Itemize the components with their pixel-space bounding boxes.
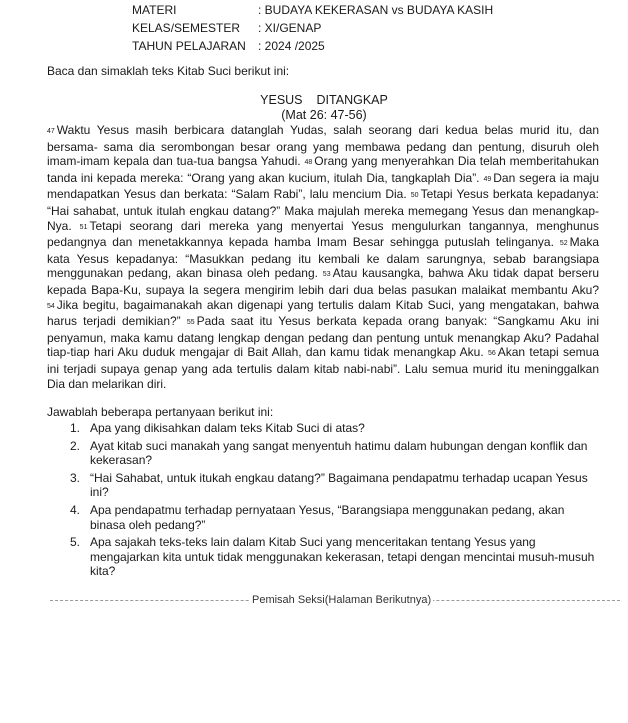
question-text: “Hai Sahabat, untuk itukah engkau datang?” Bagaimana pendapatmu terhadap ucapan Yesus ini? xyxy=(90,470,588,500)
question-text: Apa yang dikisahkan dalam teks Kitab Suci di atas? xyxy=(90,421,365,435)
verse-number: 47 xyxy=(47,128,55,135)
header-value: : XI/GENAP xyxy=(258,21,322,35)
intro-text: Baca dan simaklah teks Kitab Suci berikut ini: xyxy=(47,64,290,78)
title-word-1: YESUS xyxy=(260,93,303,107)
question-item xyxy=(70,470,600,500)
verse-number: 48 xyxy=(304,159,313,167)
question-text: Ayat kitab suci manakah yang sangat menyentuh hatimu dalam hubungan dengan konflik dan kekerasan? xyxy=(90,438,588,468)
verse-text: Tetapi seorang dari mereka yang menyertai Yesus mengulurkan tangannya, menghunus pedangnya dan menetakkannya kepada hamba Imam Besar sehingga putuslah telinganya. xyxy=(47,218,599,250)
title-word-2: DITANGKAP xyxy=(316,93,388,107)
question-item xyxy=(70,438,600,468)
verse-text: Tetapi Yesus berkata kepadanya: “Hai sahabat, untuk itulah engkau datang?” Maka majulah mereka memegang Yesus dan menangkap-Nya. xyxy=(47,187,599,233)
question-number: 1. xyxy=(70,421,81,435)
verse-number: 54 xyxy=(47,302,55,310)
header-label: KELAS/SEMESTER xyxy=(132,21,241,35)
question-number: 2. xyxy=(70,438,81,453)
questions-heading: Jawablah beberapa pertanyaan berikut ini: xyxy=(47,405,274,419)
verse-text: Akan tetapi semua ini terjadi supaya genap yang ada tertulis dalam kitab nabi-nabi”. Lalu semua murid itu meninggalkan Dia dan melarikan diri. xyxy=(47,345,599,391)
verse-number: 53 xyxy=(322,271,331,279)
verse-number: 51 xyxy=(79,223,88,231)
question-number: 5. xyxy=(70,535,81,550)
header-row-materi xyxy=(132,1,493,19)
header-label: MATERI xyxy=(132,3,177,17)
verse-text: Pada saat itu Yesus berkata kepada orang banyak: “Sangkamu Aku ini penyamun, maka kamu datang lengkap dengan pedang dan pentung untuk menangkap Aku? Padahal tiap-tiap hari Aku duduk mengajar di Bait Allah, dan kamu tidak menangkap Aku. xyxy=(47,314,599,360)
header-value: : 2024 /2025 xyxy=(258,39,325,53)
verse-text: Atau kausangka, bahwa Aku tidak dapat berseru kepada Bapa-Ku, supaya la segera mengirim lebih dari dua belas pasukan malaikat membantu Aku? xyxy=(47,266,600,297)
passage-reference: (Mat 26: 47-56) xyxy=(281,108,367,122)
verse-text: Waktu Yesus masih berbicara datanglah Yudas, salah seorang dari kedua belas murid itu, dan bersama- sama dia serombongan besar orang yang membawa pedang dan pentung, disuruh oleh imam-imam kepala dan tua-tua bangsa Yahudi. xyxy=(47,123,599,169)
scripture-passage xyxy=(47,123,599,391)
header-row-tahun xyxy=(132,37,493,55)
questions-list xyxy=(70,421,600,582)
header-value: : BUDAYA KEKERASAN vs BUDAYA KASIH xyxy=(258,3,494,17)
separator-label: Pemisah Seksi(Halaman Berikutnya) xyxy=(252,594,432,606)
verse-number: 49 xyxy=(483,175,492,183)
question-item xyxy=(70,421,600,436)
verse-number: 56 xyxy=(487,350,496,358)
question-text: Apa sajakah teks-teks lain dalam Kitab Suci yang menceritakan tentang Yesus yang mengajarkan kita untuk tidak menggunakan kekerasan, tetapi dengan mencintai musuh-musuh kita? xyxy=(90,535,595,579)
document-header xyxy=(132,1,493,55)
verse-text: Dan segera ia maju mendapatkan Yesus dan berkata: “Salam Rabi”, lalu mencium Dia. xyxy=(47,170,600,202)
question-number: 3. xyxy=(70,470,81,485)
verse-text: Jika begitu, bagaimanakah akan digenapi yang tertulis dalam Kitab Suci, yang mengatakan, bahwa harus terjadi demikian?” xyxy=(47,297,599,329)
question-text: Apa pendapatmu terhadap pernyataan Yesus, “Barangsiapa menggunakan pedang, akan binasa oleh pedang?” xyxy=(90,502,565,532)
question-item xyxy=(70,502,600,532)
passage-title xyxy=(0,93,628,123)
question-number: 4. xyxy=(70,502,81,517)
verse-number: 50 xyxy=(410,192,419,200)
verse-number: 55 xyxy=(186,319,195,327)
verse-text: Orang yang menyerahkan Dia telah memberitahukan tanda ini kepada mereka: “Orang yang akan kucium, itulah Dia, tangkaplah Dia”. xyxy=(47,154,599,185)
passage-heading xyxy=(0,93,628,108)
verse-text: Maka kata Yesus kepadanya: “Masukkan pedang itu kembali ke dalam sarungnya, sebab barangsiapa menggunakan pedang, akan binasa oleh pedang. xyxy=(47,235,599,281)
verse-number: 52 xyxy=(559,240,568,248)
section-separator xyxy=(50,592,620,608)
header-label: TAHUN PELAJARAN xyxy=(132,39,246,53)
question-item xyxy=(70,535,600,579)
header-row-kelas xyxy=(132,19,493,37)
